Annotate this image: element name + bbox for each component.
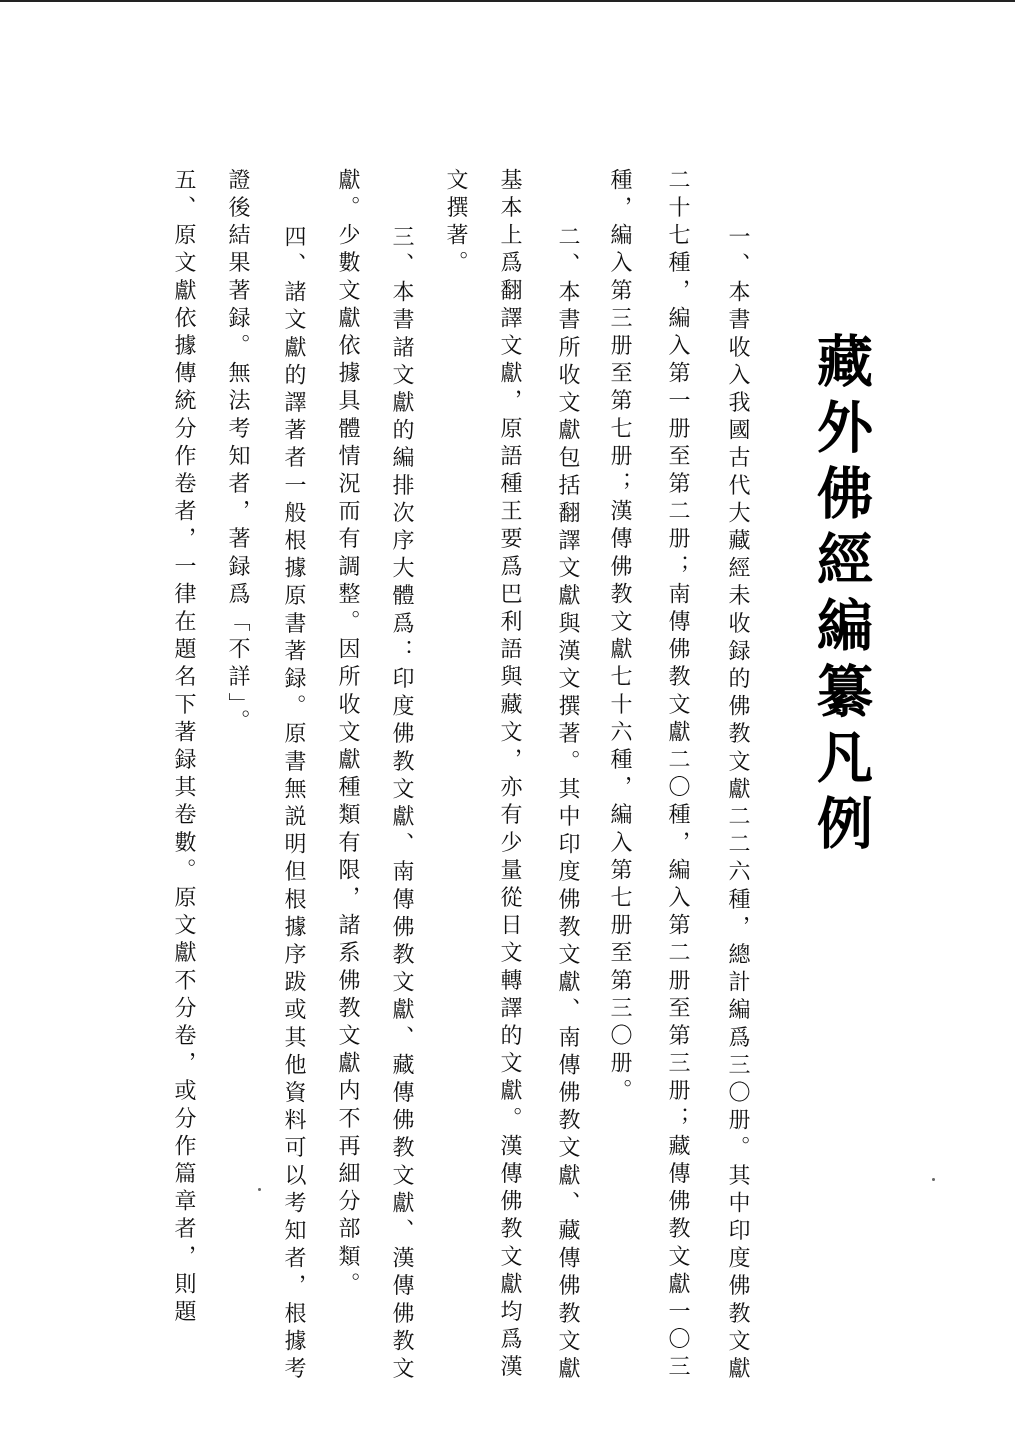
scan-speck — [932, 1178, 935, 1181]
text-column-4: 二、本書所收文獻包括翻譯文獻與漢文撰著。其中印度佛教文獻、南傳佛教文獻、藏傳佛教文獻 — [555, 225, 580, 1385]
text-column-7: 三、本書諸文獻的編排次序大體爲：印度佛教文獻、南傳佛教文獻、藏傳佛教文獻、漢傳佛教文 — [389, 225, 414, 1385]
text-column-10: 證後結果著録。無法考知者，著録爲「不詳」。 — [225, 168, 250, 737]
text-column-8: 獻。少數文獻依據具體情況而有調整。因所收文獻種類有限，諸系佛教文獻内不再細分部類。 — [335, 168, 360, 1300]
text-column-5: 基本上爲翻譯文獻，原語種王要爲巴利語與藏文，亦有少量從日文轉譯的文獻。漢傳佛教文獻均爲漢 — [497, 168, 522, 1383]
text-column-1: 一、本書收入我國古代大藏經未收録的佛教文獻二二六種，總計編爲三〇册。其中印度佛教文獻 — [725, 225, 750, 1385]
text-column-11: 五、原文獻依據傳統分作卷者，一律在題名下著録其卷數。原文獻不分卷，或分作篇章者，則題 — [171, 168, 196, 1328]
top-border-line — [0, 0, 1015, 2]
text-column-2: 二十七種，編入第一册至第二册；南傳佛教文獻二〇種，編入第二册至第三册；藏傳佛教文獻一〇三 — [665, 168, 690, 1383]
text-column-6: 文撰著。 — [443, 168, 468, 279]
page-title: 藏外佛經編纂凡例 — [808, 332, 873, 860]
scan-speck — [258, 1188, 261, 1191]
text-column-9: 四、諸文獻的譯著者一般根據原書著録。原書無説明但根據序跋或其他資料可以考知者，根據考 — [281, 225, 306, 1385]
text-column-3: 種，編入第三册至第七册；漢傳佛教文獻七十六種，編入第七册至第三〇册。 — [607, 168, 632, 1107]
